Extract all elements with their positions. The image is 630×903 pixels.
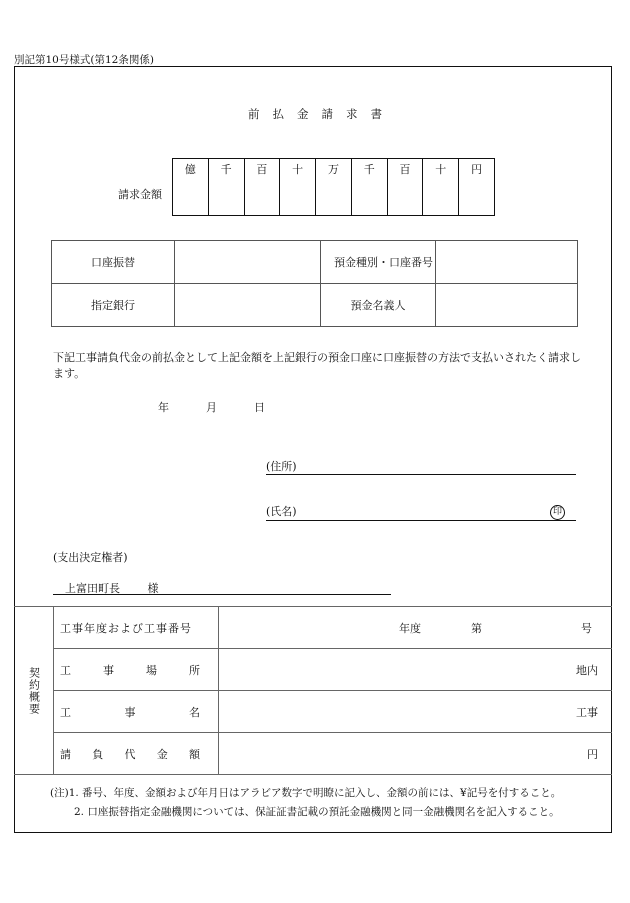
account-holder-field[interactable] [436,284,578,327]
mayor-title: 上富田町長 [65,582,120,595]
contract-summary-table [14,606,612,775]
designated-bank-field[interactable] [175,284,321,327]
form-number-label: 別記第10号様式(第12条関係) [14,54,154,66]
construction-name-field[interactable] [219,691,613,733]
amount-suffix: 円 [587,748,598,761]
honorific: 様 [147,582,159,595]
construction-name-label: 工 事 名 [60,705,200,719]
name-suffix: 工事 [576,706,598,719]
construction-year-number-label: 工事年度および工事番号 [60,621,192,635]
amount-cell-sen-man[interactable]: 千 [208,159,244,216]
amount-cell-hyaku[interactable]: 百 [387,159,423,216]
bank-transfer-field[interactable] [175,241,321,284]
address-label: (住所) [266,460,297,473]
construction-site-label: 工 事 場 所 [60,663,200,677]
year-unit: 年度 [399,622,421,635]
amount-label: 請求金額 [118,188,162,201]
contract-amount-field[interactable] [219,733,613,775]
name-field[interactable] [266,503,576,521]
account-type-number-label: 預金種別・口座番号 [321,241,436,284]
account-type-number-field[interactable] [436,241,578,284]
summary-row-label [54,607,219,649]
amount-cell-hyaku-man[interactable]: 百 [244,159,280,216]
footnote-1: (注)1. 番号、年度、金額および年月日はアラビア数字で明瞭に記入し、金額の前には、¥記号を付すること。 [50,787,562,799]
contract-summary-side [14,607,54,775]
construction-site-field[interactable] [219,649,613,691]
summary-row-label [54,649,219,691]
number-prefix: 第 [471,622,482,635]
contract-amount-label: 請 負 代 金 額 [60,747,200,761]
amount-grid [172,158,495,216]
amount-cell-oku[interactable]: 億 [184,163,196,176]
summary-row-label [54,733,219,775]
footnotes [50,784,561,822]
contract-summary-label: 契約概要 [27,666,41,715]
bank-transfer-label: 口座振替 [52,241,175,284]
name-label: (氏名) [266,505,297,518]
document-title: 前払金請求書 [248,107,395,121]
bank-info-table [51,240,578,327]
date-day: 日 [254,401,265,414]
amount-cell-juu-man[interactable]: 十 [280,159,316,216]
amount-cell-juu[interactable]: 十 [423,159,459,216]
construction-year-number-field[interactable] [219,607,613,649]
date-year: 年 [158,401,169,414]
seal-mark: 印 [550,505,565,520]
date-month: 月 [206,401,217,414]
amount-cell-sen[interactable]: 千 [351,159,387,216]
site-suffix: 地内 [576,664,598,677]
authority-label: (支出決定権者) [53,551,128,564]
request-statement: 下記工事請負代金の前払金として上記金額を上記銀行の預金口座に口座振替の方法で支払いされたく請求します。 [53,351,581,380]
designated-bank-label: 指定銀行 [52,284,175,327]
account-holder-label: 預金名義人 [321,284,436,327]
summary-row-label [54,691,219,733]
address-field[interactable] [266,458,576,475]
mayor-line [53,580,391,595]
number-suffix: 号 [581,622,592,635]
amount-cell-man[interactable]: 万 [316,159,352,216]
footnote-2: 2. 口座振替指定金融機関については、保証証書記載の預託金融機関と同一金融機関名を記入すること。 [74,806,560,818]
amount-cell-en[interactable]: 円 [459,159,495,216]
